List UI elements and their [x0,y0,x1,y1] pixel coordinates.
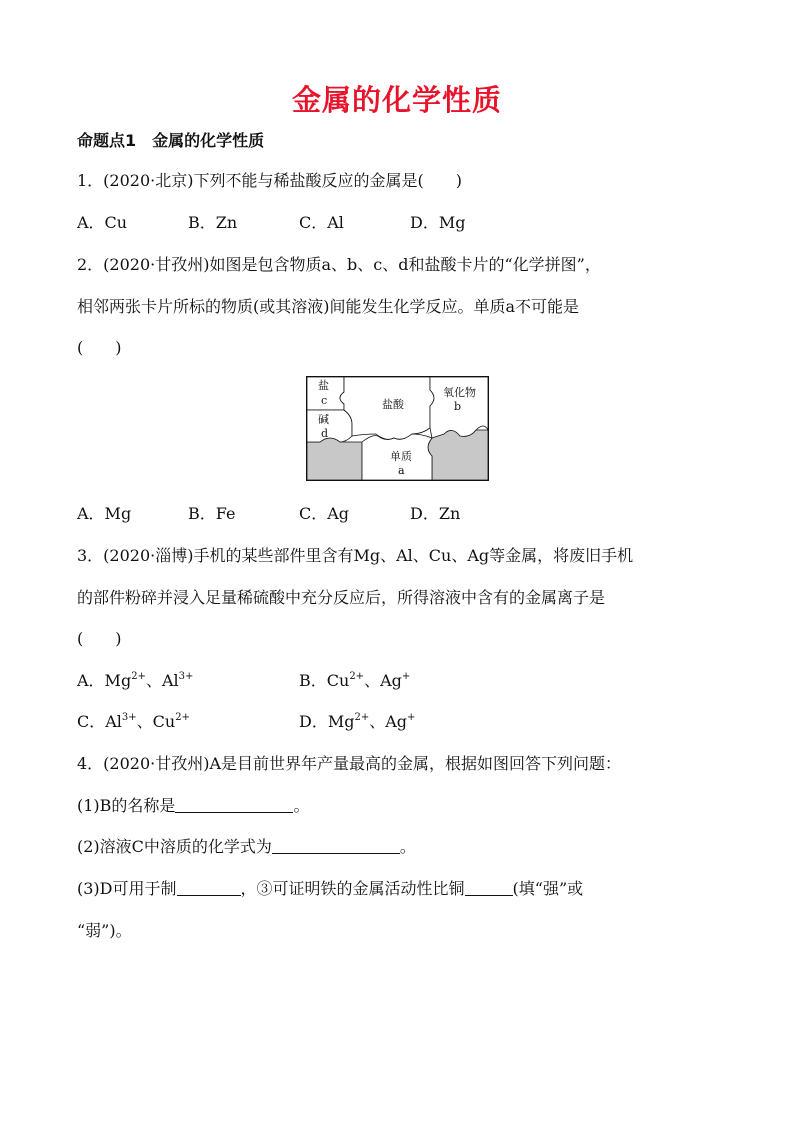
question-3-line-2: 的部件粉碎并浸入足量稀硫酸中充分反应后，所得溶液中含有的金属离子是 [77,588,606,607]
element-label: 单质 [390,450,412,463]
answer-blank-4 [465,879,513,896]
q2-option-a: A．Mg [77,504,132,523]
q3-option-c: C．$Al^{3+}$、$Cu^{2+}$ [77,712,190,731]
question-4-stem: 4．(2020·甘孜州)A是目前世界年产量最高的金属，根据如图回答下列问题： [77,754,622,773]
question-4-part-3-cont: “弱”)。 [77,921,132,940]
q3-option-d: D．$Mg^{2+}$、Ag+ [299,712,416,731]
question-4-part-1: (1)B的名称是 。 [77,796,310,815]
q1-option-d: D．Mg [410,213,466,232]
question-1-stem: 1．(2020·北京)下列不能与稀盐酸反应的金属是( ) [77,171,462,190]
q2-option-d: D．Zn [410,504,461,523]
chemistry-puzzle-figure [306,376,489,481]
page-title: 金属的化学性质 [291,83,502,117]
oxide-label: 氧化物 [443,386,476,399]
q1-option-c: C．Al [299,213,344,232]
q2-option-b: B．Fe [188,504,236,523]
question-4-part-2: (2)溶液C中溶质的化学式为 。 [77,837,416,856]
q3-option-a: A．$Mg^{2+}$、$Al^{3+}$ [77,671,194,690]
question-2-line-2: 相邻两张卡片所标的物质(或其溶液)间能发生化学反应。单质a不可能是 [77,297,580,316]
answer-blank-2 [272,837,400,854]
section-heading: 命题点1 金属的化学性质 [77,131,265,150]
element-var-label: a [398,464,405,477]
question-4-part-3: (3)D可用于制 ，③可证明铁的金属活动性比铜 (填“强”或 [77,879,584,898]
oxide-var-label: b [454,400,462,413]
q2-option-c: C．Ag [299,504,350,523]
question-2-line-1: 2．(2020·甘孜州)如图是包含物质a、b、c、d和盐酸卡片的“化学拼图”， [77,255,601,274]
answer-blank-1 [175,796,293,813]
question-3-line-1: 3．(2020·淄博)手机的某些部件里含有Mg、Al、Cu、Ag等金属，将废旧手机 [77,546,634,565]
q1-option-b: B．Zn [188,213,238,232]
gray-filler-right [428,430,488,480]
acid-label: 盐酸 [382,398,404,411]
salt-label: 盐 [318,379,329,392]
base-card [307,410,352,442]
q1-option-a: A．Cu [77,213,128,232]
base-var-label: d [321,427,329,440]
salt-var-label: c [321,394,328,407]
question-3-line-3: ( ) [77,629,122,648]
base-label: 碱 [318,413,329,426]
q3-option-b: B．$Cu^{2+}$、Ag+ [299,671,411,690]
answer-blank-3 [177,879,241,896]
gray-filler-left [307,438,362,480]
question-2-line-3: ( ) [77,338,122,357]
